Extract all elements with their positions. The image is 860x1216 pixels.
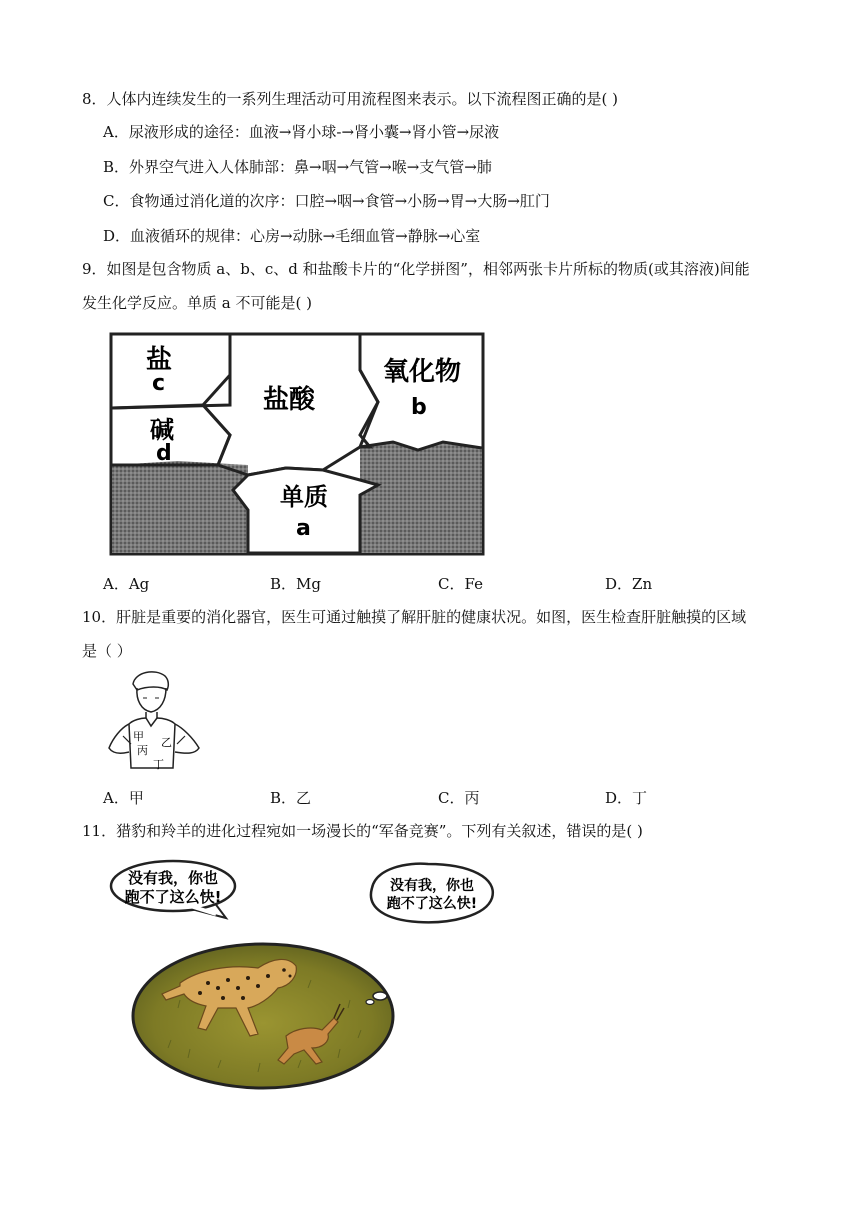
q10-stem-line2: 是（ ） bbox=[82, 642, 132, 660]
puzzle-salt-letter: c bbox=[152, 371, 166, 396]
liver-palpation-figure bbox=[103, 668, 208, 776]
puzzle-base-label: 碱 bbox=[150, 416, 174, 444]
puzzle-base-letter: d bbox=[156, 441, 172, 466]
bubble-left-line2: 跑不了这么快! bbox=[124, 888, 222, 906]
bubble-right-line2: 跑不了这么快! bbox=[386, 896, 478, 912]
region-ding-label: 丁 bbox=[153, 758, 164, 771]
cheetah-antelope-figure bbox=[108, 858, 503, 1090]
region-yi-label: 乙 bbox=[161, 736, 172, 749]
q9-option-c[interactable]: C．Fe bbox=[438, 575, 483, 593]
q10-option-d[interactable]: D．丁 bbox=[605, 789, 648, 807]
q8-option-a[interactable]: A．尿液形成的途径：血液→肾小球-→肾小囊→肾小管→尿液 bbox=[103, 123, 500, 141]
puzzle-acid-label: 盐酸 bbox=[263, 385, 316, 415]
q8-option-b[interactable]: B．外界空气进入人体肺部：鼻→咽→气管→喉→支气管→肺 bbox=[103, 158, 492, 176]
bubble-right-line1: 没有我，你也 bbox=[390, 878, 474, 894]
puzzle-salt-label: 盐 bbox=[146, 345, 173, 375]
person-hair bbox=[133, 672, 168, 690]
q11-stem: 11．猎豹和羚羊的进化过程宛如一场漫长的“军备竞赛”。下列有关叙述，错误的是( ) bbox=[82, 822, 643, 840]
thought-bubble-right bbox=[366, 864, 493, 1005]
q10-option-c[interactable]: C．丙 bbox=[438, 789, 480, 807]
puzzle-oxide-letter: b bbox=[411, 395, 427, 420]
person-neck bbox=[146, 712, 157, 718]
puzzle-element-label: 单质 bbox=[280, 483, 328, 511]
puzzle-oxide-label: 氧化物 bbox=[383, 357, 462, 387]
q9-option-a[interactable]: A．Ag bbox=[103, 575, 150, 593]
puzzle-dark-left bbox=[112, 461, 248, 553]
q8-option-d[interactable]: D．血液循环的规律：心房→动脉→毛细血管→静脉→心室 bbox=[103, 227, 481, 245]
q8-stem: 8．人体内连续发生的一系列生理活动可用流程图来表示。以下流程图正确的是( ) bbox=[82, 90, 619, 108]
bubble-left-line1: 没有我，你也 bbox=[127, 869, 219, 887]
person-right-arm bbox=[175, 724, 199, 753]
q9-option-b[interactable]: B．Mg bbox=[270, 575, 321, 593]
q9-option-d[interactable]: D．Zn bbox=[605, 575, 653, 593]
q10-stem-line1: 10．肝脏是重要的消化器官，医生可通过触摸了解肝脏的健康状况。如图，医生检查肝脏触摸的区域 bbox=[82, 608, 747, 626]
speech-bubble-left bbox=[111, 861, 235, 918]
chemistry-puzzle-figure bbox=[108, 330, 488, 558]
q9-stem-line2: 发生化学反应。单质 a 不可能是( ) bbox=[82, 294, 312, 312]
q10-option-b[interactable]: B．乙 bbox=[270, 789, 312, 807]
puzzle-element-letter: a bbox=[296, 516, 311, 541]
person-head bbox=[137, 688, 166, 712]
q8-option-c[interactable]: C．食物通过消化道的次序：口腔→咽→食管→小肠→胃→大肠→肛门 bbox=[103, 192, 550, 210]
puzzle-dark-right bbox=[360, 442, 482, 553]
q9-stem-line1: 9．如图是包含物质 a、b、c、d 和盐酸卡片的“化学拼图”，相邻两张卡片所标的物质(或其溶液)间能 bbox=[82, 260, 750, 278]
q10-option-a[interactable]: A．甲 bbox=[103, 789, 144, 807]
region-jia-label: 甲 bbox=[133, 730, 144, 743]
region-bing-label: 丙 bbox=[137, 744, 148, 757]
